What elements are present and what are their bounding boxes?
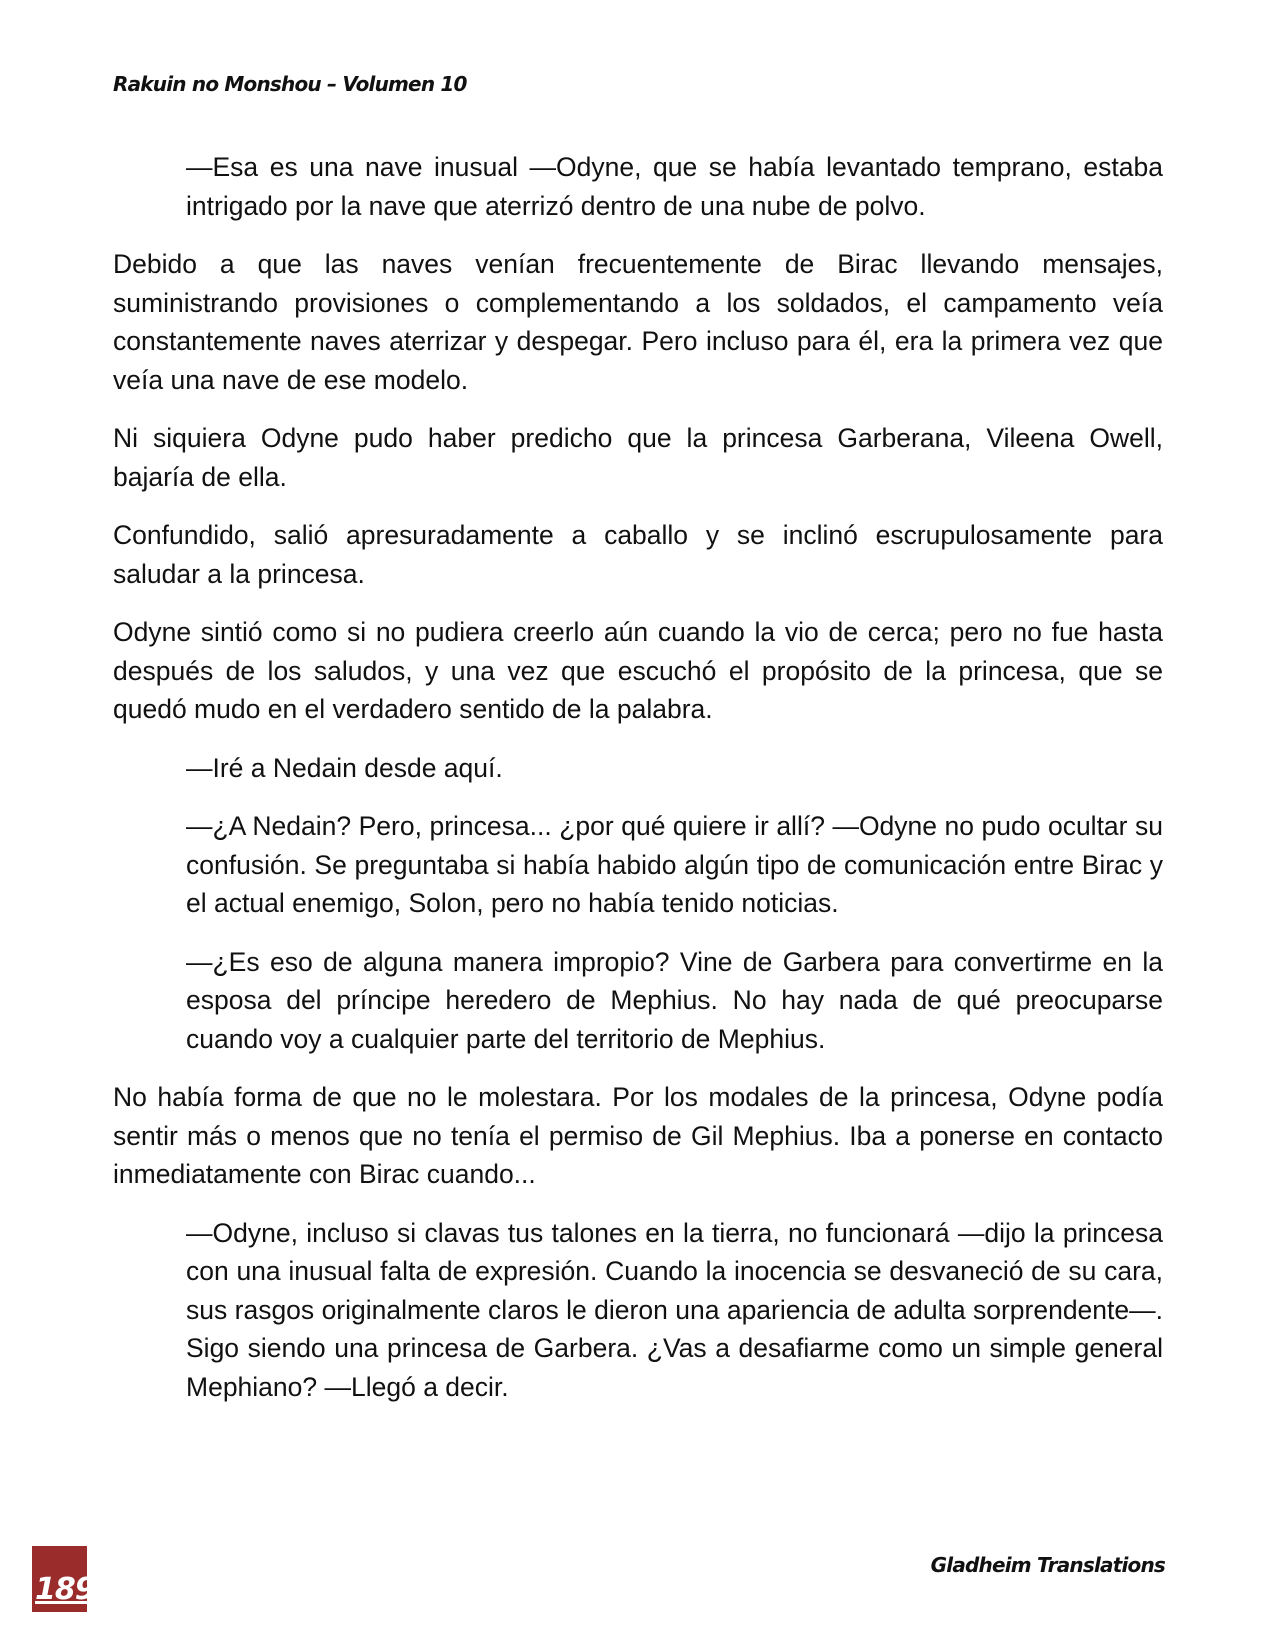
paragraph: Ni siquiera Odyne pudo haber predicho que la princesa Garberana, Vileena Owell, bajaría de ella. [113,423,1163,492]
paragraph-dialogue: —Iré a Nedain desde aquí. [186,752,503,783]
paragraph-dialogue: —¿Es eso de alguna manera impropio? Vine de Garbera para convertirme en la esposa del príncipe heredero de Mephius. No hay nada de qué preocuparse cuando voy a cualquier parte del territorio de Mephius. [186,946,1163,1054]
paragraph-dialogue: —¿A Nedain? Pero, princesa... ¿por qué quiere ir allí? —Odyne no pudo ocultar su confusión. Se preguntaba si había habido algún tipo de comunicación entre Birac y el actual enemigo, Solon, pero no había tenido noticias. [186,811,1163,918]
paragraph: No había forma de que no le molestara. Por los modales de la princesa, Odyne podía sentir más o menos que no tenía el permiso de Gil Mephius. Iba a ponerse en contacto inmediatamente con Birac cuando... [113,1082,1163,1189]
footer-brand: Gladheim Translations [930,1553,1165,1577]
body-text [113,148,1163,1426]
paragraph: Confundido, salió apresuradamente a caballo y se inclinó escrupulosamente para saludar a la princesa. [113,520,1163,589]
paragraph: Debido a que las naves venían frecuentemente de Birac llevando mensajes, suministrando provisiones o complementando a los soldados, el campamento veía constantemente naves aterrizar y despegar. Pero incluso para él, era la primera vez que veía una nave de ese modelo. [113,249,1163,395]
paragraph-dialogue: —Odyne, incluso si clavas tus talones en la tierra, no funcionará —dijo la princesa con una inusual falta de expresión. Cuando la inocencia se desvaneció de su cara, sus rasgos originalmente claros le dieron una apariencia de adulta sorprendente—. Sigo siendo una princesa de Garbera. ¿Vas a desafiarme como un simple general Mephiano? —Llegó a decir. [186,1217,1163,1402]
paragraph-dialogue: —Esa es una nave inusual —Odyne, que se había levantado temprano, estaba intrigado por la nave que aterrizó dentro de una nube de polvo. [186,152,1163,221]
page-number-badge [32,1546,95,1612]
paragraph: Odyne sintió como si no pudiera creerlo aún cuando la vio de cerca; pero no fue hasta después de los saludos, y una vez que escuchó el propósito de la princesa, que se quedó mudo en el verdadero sentido de la palabra. [113,617,1163,724]
page-number: 189 [35,1572,95,1607]
running-header: Rakuin no Monshou – Volumen 10 [113,72,467,96]
